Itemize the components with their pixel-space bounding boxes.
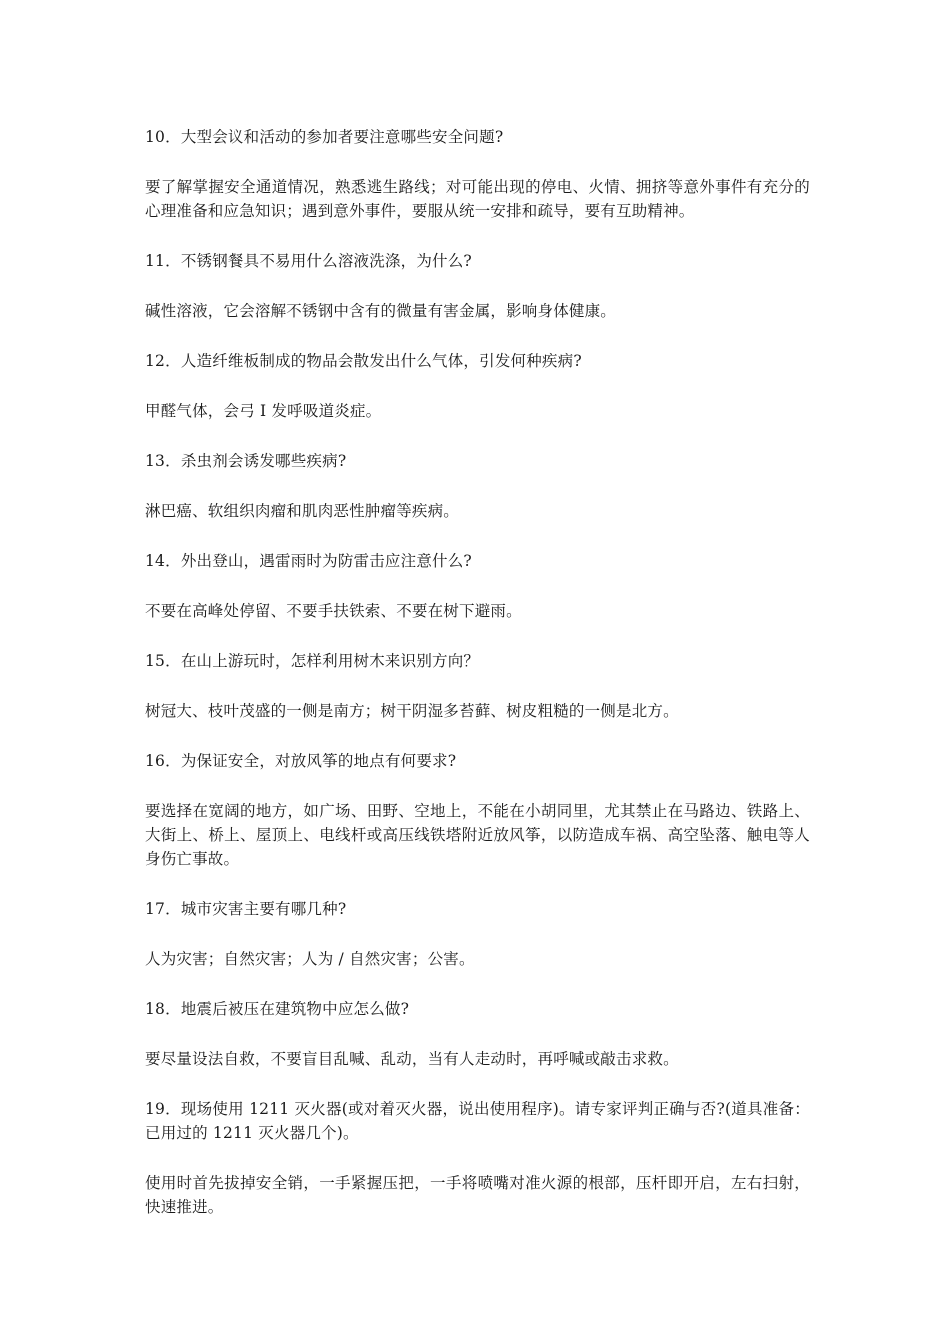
question-18: 18．地震后被压在建筑物中应怎么做? (145, 1000, 410, 1018)
answer-11: 碱性溶液，它会溶解不锈钢中含有的微量有害金属，影响身体健康。 (145, 302, 617, 320)
answer-10: 要了解掌握安全通道情况，熟悉逃生路线；对可能出现的停电、火情、拥挤等意外事件有充分的心理准备和应急知识；遇到意外事件，要服从统一安排和疏导，要有互助精神。 (145, 178, 810, 220)
answer-19: 使用时首先拔掉安全销，一手紧握压把，一手将喷嘴对准火源的根部，压杆即开启，左右扫射，快速推进。 (145, 1174, 810, 1216)
answer-18: 要尽量设法自救，不要盲目乱喊、乱动，当有人走动时，再呼喊或敲击求救。 (145, 1050, 679, 1068)
answer-15: 树冠大、枝叶茂盛的一侧是南方；树干阴湿多苔藓、树皮粗糙的一侧是北方。 (145, 702, 679, 720)
answer-16: 要选择在宽阔的地方，如广场、田野、空地上，不能在小胡同里，尤其禁止在马路边、铁路上、大街上、桥上、屋顶上、电线杆或高压线铁塔附近放风筝，以防造成车祸、高空坠落、触电等人身伤亡事故。 (145, 802, 810, 868)
question-12: 12．人造纤维板制成的物品会散发出什么气体，引发何种疾病? (145, 352, 582, 370)
answer-14: 不要在高峰处停留、不要手扶铁索、不要在树下避雨。 (145, 602, 522, 620)
question-19: 19．现场使用 1211 灭火器(或对着灭火器，说出使用程序)。请专家评判正确与否?(道具准备：已用过的 1211 灭火器几个)。 (145, 1100, 810, 1142)
question-14: 14．外出登山，遇雷雨时为防雷击应注意什么? (145, 552, 472, 570)
document-body (145, 125, 810, 1245)
question-10: 10．大型会议和活动的参加者要注意哪些安全问题? (145, 128, 504, 146)
question-11: 11．不锈钢餐具不易用什么溶液洗涤，为什么? (145, 252, 472, 270)
question-15: 15．在山上游玩时，怎样利用树木来识别方向？ (145, 652, 480, 670)
question-16: 16．为保证安全，对放风筝的地点有何要求? (145, 752, 457, 770)
answer-12: 甲醛气体，会弓 I 发呼吸道炎症。 (145, 402, 382, 420)
answer-13: 淋巴癌、软组织肉瘤和肌肉恶性肿瘤等疾病。 (145, 502, 460, 520)
question-17: 17．城市灾害主要有哪几种? (145, 900, 347, 918)
question-13: 13．杀虫剂会诱发哪些疾病? (145, 452, 347, 470)
answer-17: 人为灾害；自然灾害；人为 / 自然灾害；公害。 (145, 950, 475, 968)
